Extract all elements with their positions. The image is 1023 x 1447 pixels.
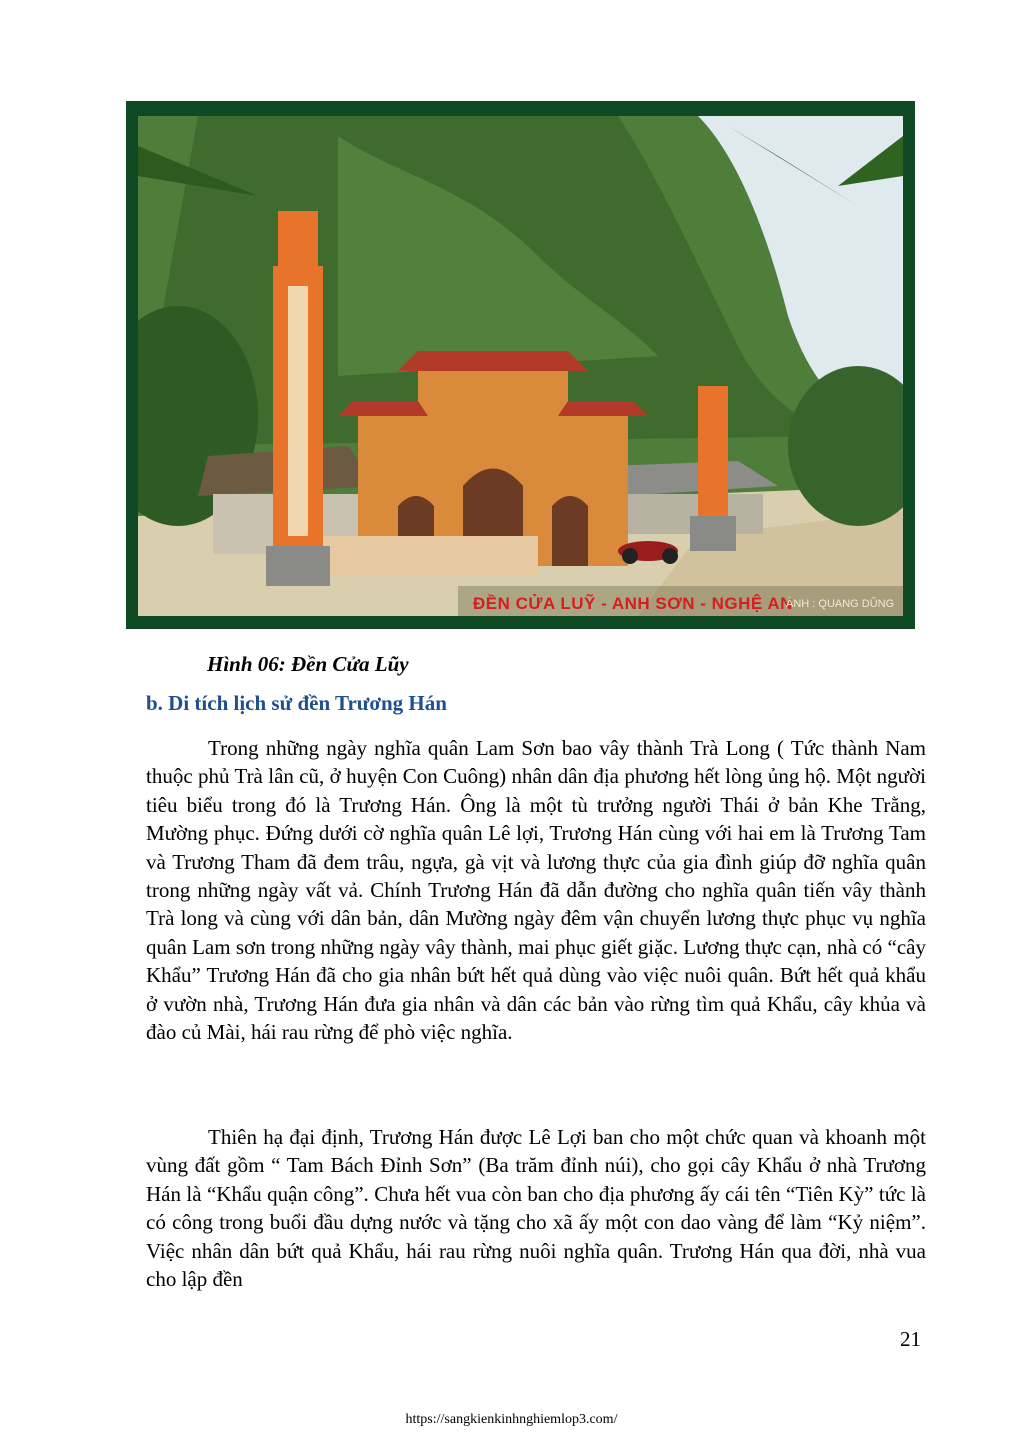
- figure-caption: Hình 06: Đền Cửa Lũy: [207, 652, 409, 676]
- section-heading: b. Di tích lịch sử đền Trương Hán: [146, 691, 447, 715]
- footer-url[interactable]: https://sangkienkinhnghiemlop3.com/: [405, 1412, 618, 1427]
- photo-credit: ẢNH : QUANG DŨNG: [786, 598, 895, 610]
- photo-overlay-title: ĐỀN CỬA LUỸ - ANH SƠN - NGHỆ AN: [473, 594, 793, 613]
- body-paragraph: Trong những ngày nghĩa quân Lam Sơn bao vây thành Trà Long ( Tức thành Nam thuộc phủ Trà lân cũ, ở huyện Con Cuông) nhân dân địa phương hết lòng ủng hộ. Một người tiêu biểu trong đó là Trương Hán. Ông là một tù trưởng người Thái ở bản Khe Trằng, Mường phục. Đứng dưới cờ nghĩa quân Lê lợi, Trương Hán cùng với hai em là Trương Tam và Trương Tham đã đem trâu, ngựa, gà vịt và lương thực của gia đình giúp đỡ nghĩa quân trong những ngày vất vả. Chính Trương Hán đã dẫn đường cho nghĩa quân tiến vây thành Trà long và cùng với dân bản, dân Mường ngày đêm vận chuyển lương thực phục vụ nghĩa quân Lam sơn trong những ngày vây thành, mai phục giết giặc. Lương thực cạn, nhà có “cây Khẩu” Trương Hán đã cho gia nhân bứt hết quả dùng vào việc nuôi quân. Bứt hết quả khẩu ở vườn nhà, Trương Hán đưa gia nhân và dân các bản vào rừng tìm quả Khẩu, cây khủa và đào củ Mài, hái rau rừng để phò việc nghĩa.: [146, 736, 926, 1045]
- photo-frame: [126, 101, 915, 629]
- body-paragraph: Thiên hạ đại định, Trương Hán được Lê Lợi ban cho một chức quan và khoanh một vùng đất gồm “ Tam Bách Đỉnh Sơn” (Ba trăm đỉnh núi), cho gọi cây Khẩu ở nhà Trương Hán là “Khẩu quận công”. Chưa hết vua còn ban cho địa phương ấy cái tên “Tiên Kỳ” tức là có công trong buổi đầu dựng nước và tặng cho xã ấy một con dao vàng để làm “Kỷ niệm”. Việc nhân dân bứt quả Khẩu, hái rau rừng nuôi nghĩa quân. Trương Hán qua đời, nhà vua cho lập đền: [146, 1125, 926, 1292]
- page-number: 21: [900, 1327, 921, 1351]
- temple-photo: [138, 116, 903, 616]
- temple-photo-illustration: [138, 116, 903, 616]
